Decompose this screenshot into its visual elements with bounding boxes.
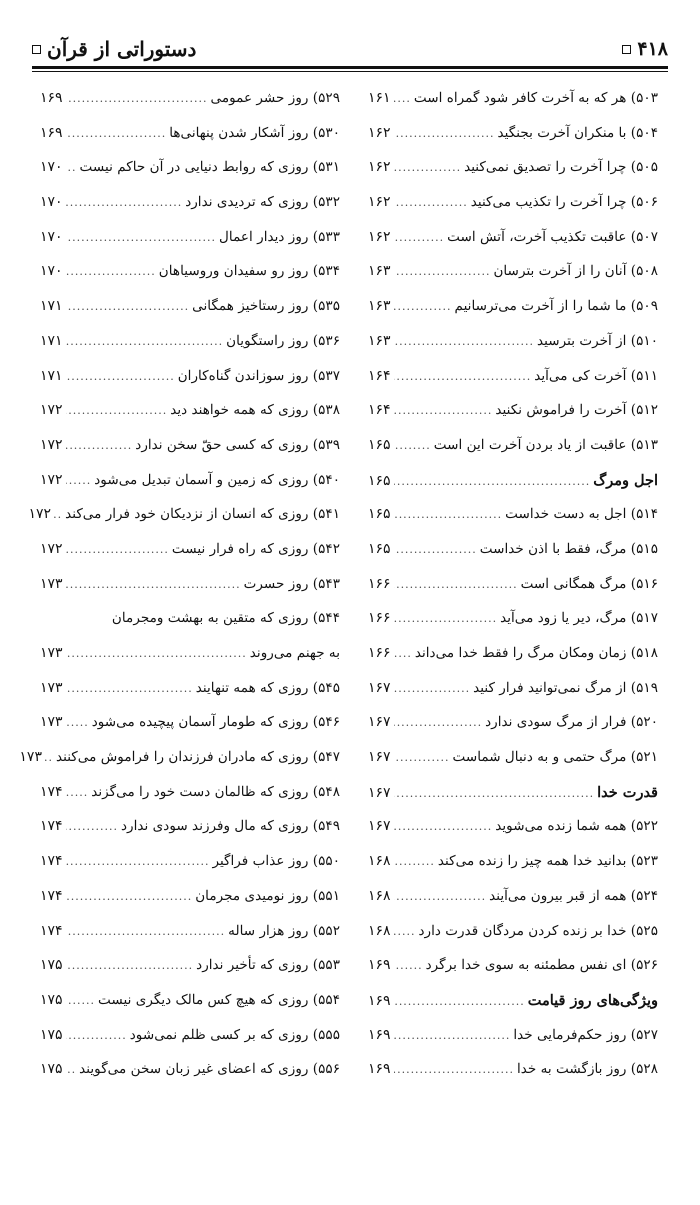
- toc-entry: [40, 540, 340, 575]
- dot-leader: [66, 854, 210, 869]
- toc-entry: [40, 193, 340, 228]
- dot-leader: [394, 195, 468, 210]
- toc-entry: [40, 644, 340, 679]
- page-header: [32, 34, 668, 64]
- toc-section-heading: [368, 471, 658, 506]
- toc-entry-title: ۵۱۱) آخرت کی می‌آید: [534, 367, 658, 384]
- dot-leader: [394, 334, 534, 349]
- toc-page-number: ۱۷۵: [40, 1026, 63, 1043]
- toc-page-number: ۱۶۲: [368, 194, 391, 211]
- toc-entry-title: ۵۳۲) روزی که تردیدی ندارد: [185, 194, 340, 211]
- toc-entry: [40, 89, 340, 124]
- dot-leader: [66, 715, 89, 730]
- toc-entry: [40, 436, 340, 471]
- dot-leader: [66, 889, 193, 904]
- toc-entry-title: ۵۳۰) روز آشکار شدن پنهانی‌ها: [169, 124, 340, 141]
- toc-page-number: ۱۶۴: [368, 367, 391, 384]
- toc-page-number: ۱۷۲: [28, 506, 52, 523]
- header-rule-thin: [32, 71, 668, 72]
- dot-leader: [66, 819, 118, 834]
- toc-page-number: ۱۷۳: [40, 714, 63, 731]
- toc-page-number: ۱۶۴: [368, 402, 391, 419]
- toc-entry: [40, 228, 340, 263]
- toc-entry: [40, 262, 340, 297]
- dot-leader: [394, 786, 595, 801]
- toc-entry: [368, 1026, 658, 1061]
- dot-leader: [66, 126, 167, 141]
- toc-entry: [368, 89, 658, 124]
- toc-page-number: ۱۶۸: [368, 853, 391, 870]
- toc-entry-title: ۵۴۹) روزی که مال وفرزند سودی ندارد: [121, 818, 340, 835]
- toc-page-number: ۱۶۹: [368, 1061, 391, 1078]
- toc-entry-title: ۵۴۳) روز حسرت: [243, 575, 340, 592]
- toc-entry: [368, 817, 658, 852]
- toc-page-number: ۱۶۶: [368, 575, 391, 592]
- toc-page-number: ۱۶۹: [40, 90, 63, 106]
- dot-leader: [394, 715, 483, 730]
- dot-leader: [66, 369, 175, 384]
- toc-entry: [40, 713, 340, 748]
- dot-leader: [66, 403, 168, 418]
- toc-page-number: ۱۶۵: [368, 472, 391, 489]
- dot-leader: [66, 577, 241, 592]
- dot-leader: [394, 369, 532, 384]
- toc-entry: [368, 922, 658, 957]
- dot-leader: [66, 681, 193, 696]
- dot-leader: [394, 646, 412, 661]
- dot-leader: [66, 993, 95, 1008]
- toc-entry-title: ۵۴۲) روزی که راه فرار نیست: [171, 540, 340, 557]
- dot-leader: [66, 160, 77, 175]
- toc-page-number: ۱۷۰: [40, 228, 63, 245]
- toc-page-number: ۱۶۵: [368, 506, 391, 523]
- toc-entry-title: ۵۰۴) با منکران آخرت بجنگید: [497, 124, 658, 141]
- dot-leader: [394, 994, 525, 1009]
- toc-page-number: ۱۶۶: [368, 610, 391, 627]
- toc-entry: [40, 332, 340, 367]
- toc-entry: [368, 436, 658, 471]
- toc-entry: [368, 297, 658, 332]
- toc-page-number: ۱۶۹: [368, 1026, 391, 1043]
- toc-entry: [368, 679, 658, 714]
- toc-page-number: ۱۷۵: [40, 991, 63, 1008]
- toc-entry-title: ۵۱۲) آخرت را فراموش نکنید: [495, 402, 658, 419]
- dot-leader: [394, 577, 518, 592]
- dot-leader: [394, 91, 411, 106]
- toc-entry: [368, 713, 658, 748]
- toc-page-number: ۱۷۴: [40, 818, 63, 835]
- toc-page-number: ۱۶۸: [368, 922, 391, 939]
- toc-entry-title: ۵۵۲) روز هزار ساله: [228, 922, 340, 939]
- header-rule-thick: [32, 66, 668, 69]
- toc-entry-title: ۵۳۷) روز سوزاندن گناه‌کاران: [177, 367, 340, 384]
- toc-entry: [40, 852, 340, 887]
- dot-leader: [66, 91, 208, 106]
- dot-leader: [45, 750, 53, 765]
- toc-page-number: ۱۷۱: [40, 367, 63, 384]
- toc-entry: [368, 124, 658, 159]
- dot-leader: [394, 299, 452, 314]
- toc-entry-title: ۵۳۳) روز دیدار اعمال: [219, 228, 340, 245]
- toc-page-number: ۱۷۴: [40, 887, 63, 904]
- toc-entry-title: ۵۱۷) مرگ، دیر یا زود می‌آید: [500, 610, 658, 627]
- dot-leader: [394, 438, 431, 453]
- toc-page-number: ۱۷۳: [40, 645, 63, 661]
- toc-entry-title: ۵۰۶) چرا آخرت را تکذیب می‌کنید: [470, 194, 658, 211]
- toc-entry-title: ۵۴۷) روزی که مادران فرزندان را فراموش می‌کنند: [55, 749, 340, 766]
- toc-entry-title: ۵۱۵) مرگ، فقط با اذن خداست: [479, 540, 658, 557]
- toc-entry-title: ۵۳۵) روز رستاخیز همگانی: [192, 298, 340, 315]
- toc-entry-title: ۵۲۹) روز حشر عمومی: [210, 90, 340, 106]
- dot-leader: [394, 889, 487, 904]
- dot-leader: [66, 646, 247, 661]
- toc-entry-title: ۵۳۹) روزی که کسی حقّ سخن ندارد: [135, 436, 340, 453]
- toc-page-number: ۱۷۳: [19, 749, 42, 766]
- toc-page-number: ۱۶۳: [368, 298, 391, 315]
- toc-entry-title: ۵۲۳) بدانید خدا همه چیز را زنده می‌کند: [437, 853, 658, 870]
- toc-entry: [368, 401, 658, 436]
- toc-page-number: ۱۶۹: [368, 992, 391, 1009]
- toc-entry: [368, 956, 658, 991]
- toc-entry-title: ۵۴۵) روزی که همه تنهایند: [195, 679, 340, 696]
- toc-entry: [40, 887, 340, 922]
- toc-column-left: [19, 89, 340, 1095]
- dot-leader: [394, 126, 495, 141]
- toc-page-number: ۱۶۶: [368, 645, 391, 661]
- toc-entry: [368, 852, 658, 887]
- toc-entry-title: ۵۵۰) روز عذاب فراگیر: [212, 853, 340, 870]
- toc-entry-title: ۵۲۵) خدا بر زنده کردن مردگان قدرت دارد: [418, 922, 658, 939]
- dot-leader: [66, 334, 224, 349]
- toc-entry: [19, 748, 340, 783]
- toc-entry-title: ۵۰۸) آنان را از آخرت بترسان: [493, 263, 658, 280]
- dot-leader: [394, 507, 503, 522]
- dot-leader: [394, 403, 493, 418]
- toc-page-number: ۱۶۷: [368, 818, 391, 835]
- toc-entry: [368, 262, 658, 297]
- toc-entry-title: ۵۲۰) فرار از مرگ سودی ندارد: [485, 714, 658, 731]
- toc-page-number: ۱۶۹: [368, 957, 391, 974]
- toc-page-number: ۱۷۱: [40, 332, 63, 349]
- toc-page-number: ۱۶۸: [368, 887, 391, 904]
- toc-entry: [368, 644, 658, 679]
- dot-leader: [394, 474, 591, 489]
- toc-entry: [368, 575, 658, 610]
- dot-leader: [66, 785, 89, 800]
- dot-leader: [394, 160, 462, 175]
- toc-entry: [40, 1060, 340, 1095]
- toc-entry-title: ۵۳۶) روز راستگویان: [226, 332, 340, 349]
- toc-page-number: ۱۶۷: [368, 784, 391, 801]
- toc-entry-title: ۵۳۴) روز رو سفیدان وروسیاهان: [158, 263, 340, 280]
- dot-leader: [66, 299, 190, 314]
- dot-leader: [394, 958, 423, 973]
- dot-leader: [66, 1028, 127, 1043]
- dot-leader: [66, 264, 156, 279]
- dot-leader: [394, 681, 471, 696]
- toc-page-number: ۱۷۱: [40, 298, 63, 315]
- toc-entry: [368, 367, 658, 402]
- dot-leader: [394, 611, 498, 626]
- toc-page-number: ۱۷۴: [40, 853, 63, 870]
- toc-page-number: ۱۷۰: [40, 159, 63, 176]
- toc-entry-title: ۵۵۴) روزی که هیچ کس مالک دیگری نیست: [98, 991, 340, 1008]
- toc-page-number: ۱۷۴: [40, 922, 63, 939]
- toc-entry: [368, 505, 658, 540]
- dot-leader: [394, 819, 493, 834]
- toc-entry-title: ۵۰۹) ما شما را از آخرت می‌ترسانیم: [454, 298, 658, 315]
- toc-entry: [368, 748, 658, 783]
- toc-entry: [40, 991, 340, 1026]
- toc-entry: [40, 922, 340, 957]
- toc-page-number: ۱۶۲: [368, 159, 391, 176]
- dot-leader: [66, 958, 194, 973]
- dot-leader: [54, 507, 62, 522]
- running-title: [32, 37, 196, 61]
- toc-entry-title: ۵۳۱) روزی که روابط دنیایی در آن حاکم نیست: [79, 159, 340, 176]
- toc-entry: [40, 609, 340, 644]
- toc-page-number: ۱۷۲: [40, 471, 63, 488]
- toc-entry: [40, 1026, 340, 1061]
- toc-entry-title: ۵۲۱) مرگ حتمی و به دنبال شماست: [452, 749, 658, 766]
- toc-entry: [368, 158, 658, 193]
- toc-entry: [368, 332, 658, 367]
- dot-leader: [394, 264, 491, 279]
- dot-leader: [66, 195, 183, 210]
- book-title: دستوراتی از قرآن: [47, 37, 197, 61]
- toc-page-number: ۱۶۳: [368, 332, 391, 349]
- toc-page-number: ۱۶۷: [368, 749, 391, 766]
- toc-page-number: ۱۷۵: [40, 957, 63, 974]
- dot-leader: [394, 230, 445, 245]
- toc-entry-title: ۵۲۶) ای نفس مطمئنه به سوی خدا برگرد: [425, 957, 658, 974]
- toc-entry: [40, 124, 340, 159]
- toc-page-number: ۱۶۲: [368, 228, 391, 245]
- toc-entry-title: ۵۴۶) روزی که طومار آسمان پیچیده می‌شود: [91, 714, 340, 731]
- toc-page-number: ۱۶۲: [368, 124, 391, 141]
- toc-entry: [40, 367, 340, 402]
- toc-page-number: ۱۶۱: [368, 90, 391, 106]
- dot-leader: [66, 542, 169, 557]
- toc-entry-title: ۵۰۵) چرا آخرت را تصدیق نمی‌کنید: [464, 159, 658, 176]
- dot-leader: [394, 1028, 511, 1043]
- toc-page-number: ۱۷۰: [40, 263, 63, 280]
- toc-entry-title: ۵۴۸) روزی که ظالمان دست خود را می‌گزند: [91, 783, 340, 800]
- toc-entry: [40, 783, 340, 818]
- toc-entry: [40, 158, 340, 193]
- toc-page-number: ۱۶۵: [368, 540, 391, 557]
- dot-leader: [66, 230, 216, 245]
- toc-entry-title: ۵۵۳) روزی که تأخیر ندارد: [196, 957, 340, 974]
- toc-entry-title: ۵۵۵) روزی که بر کسی ظلم نمی‌شود: [129, 1026, 340, 1043]
- dot-leader: [394, 1062, 514, 1077]
- toc-page-number: ۱۶۷: [368, 679, 391, 696]
- toc-entry: [40, 575, 340, 610]
- toc-page-number: ۱۷۵: [40, 1061, 63, 1078]
- toc-entry-title: ۵۱۸) زمان ومکان مرگ را فقط خدا می‌داند: [414, 645, 658, 661]
- toc-entry-title: ۵۲۴) همه از قبر بیرون می‌آیند: [489, 887, 658, 904]
- toc-entry-title: ۵۴۴) روزی که متقین به بهشت ومجرمان: [111, 610, 340, 627]
- toc-entry-title: ۵۱۳) عاقبت از یاد بردن آخرت این است: [433, 436, 658, 453]
- toc-page-number: ۱۷۲: [40, 402, 63, 419]
- toc-entry-title: ۵۲۸) روز بازگشت به خدا: [516, 1061, 658, 1078]
- toc-entry: [368, 1060, 658, 1095]
- dot-leader: [66, 1062, 77, 1077]
- toc-page-number: ۱۷۰: [40, 194, 63, 211]
- toc-entry-title: ۵۱۴) اجل به دست خداست: [505, 506, 658, 523]
- toc-page-number: ۱۶۳: [368, 263, 391, 280]
- toc-entry: [368, 193, 658, 228]
- toc-entry-title: قدرت خدا: [597, 783, 658, 801]
- dot-leader: [66, 924, 226, 939]
- toc-entry-title: ۵۱۰) از آخرت بترسید: [536, 332, 658, 349]
- toc-entry-title: ۵۴۰) روزی که زمین و آسمان تبدیل می‌شود: [94, 471, 340, 488]
- toc-page-number: ۱۷۴: [40, 783, 63, 800]
- dot-leader: [66, 438, 133, 453]
- toc-entry-title: ۵۵۶) روزی که اعضای غیر زبان سخن می‌گویند: [79, 1061, 340, 1078]
- toc-entry-title: ۵۰۷) عاقبت تکذیب آخرت، آتش است: [447, 228, 658, 245]
- dot-leader: [394, 542, 477, 557]
- toc-page-number: ۱۶۵: [368, 436, 391, 453]
- toc-section-heading: [368, 991, 658, 1026]
- toc-page-number: ۱۶۷: [368, 714, 391, 731]
- toc-entry-title: به جهنم می‌روند: [249, 645, 340, 661]
- dot-leader: [66, 473, 92, 488]
- page-number: ۴۱۸: [637, 38, 668, 60]
- toc-entry-title: ۵۰۳) هر که به آخرت کافر شود گمراه است: [413, 90, 658, 106]
- toc-entry: [368, 228, 658, 263]
- toc-column-right: [368, 89, 658, 1095]
- toc-page-number: ۱۶۹: [40, 124, 63, 141]
- toc-entry: [40, 956, 340, 991]
- toc-entry-title: ویژگی‌های روز قیامت: [527, 991, 658, 1009]
- toc-entry-title: ۵۵۱) روز نومیدی مجرمان: [195, 887, 340, 904]
- dot-leader: [394, 924, 416, 939]
- toc-entry-title: ۵۳۸) روزی که همه خواهند دید: [170, 402, 340, 419]
- toc-entry: [368, 609, 658, 644]
- toc-entry: [40, 401, 340, 436]
- square-bullet-icon: [32, 45, 41, 54]
- toc-page-number: ۱۷۲: [40, 436, 63, 453]
- toc-entry-title: ۵۲۲) همه شما زنده می‌شوید: [495, 818, 658, 835]
- toc-section-heading: [368, 783, 658, 818]
- page-number-block: [622, 38, 668, 60]
- toc-entry: [40, 679, 340, 714]
- square-bullet-icon: [622, 45, 631, 54]
- dot-leader: [394, 750, 450, 765]
- toc-page-number: ۱۷۳: [40, 575, 63, 592]
- toc-entry: [40, 471, 340, 506]
- toc-entry-title: ۵۲۷) روز حکم‌فرمایی خدا: [513, 1026, 658, 1043]
- toc-entry: [368, 887, 658, 922]
- toc-entry: [40, 817, 340, 852]
- toc-entry-title: ۵۱۶) مرگ همگانی است: [520, 575, 658, 592]
- toc-page-number: ۱۷۲: [40, 540, 63, 557]
- toc-entry-title: ۵۱۹) از مرگ نمی‌توانید فرار کنید: [473, 679, 658, 696]
- toc-entry: [40, 297, 340, 332]
- toc-entry-title: ۵۴۱) روزی که انسان از نزدیکان خود فرار می‌کند: [65, 506, 340, 523]
- toc-entry: [28, 505, 340, 540]
- toc-entry-title: اجل ومرگ: [593, 471, 658, 489]
- toc-entry: [368, 540, 658, 575]
- toc-page-number: ۱۷۳: [40, 679, 63, 696]
- dot-leader: [394, 854, 435, 869]
